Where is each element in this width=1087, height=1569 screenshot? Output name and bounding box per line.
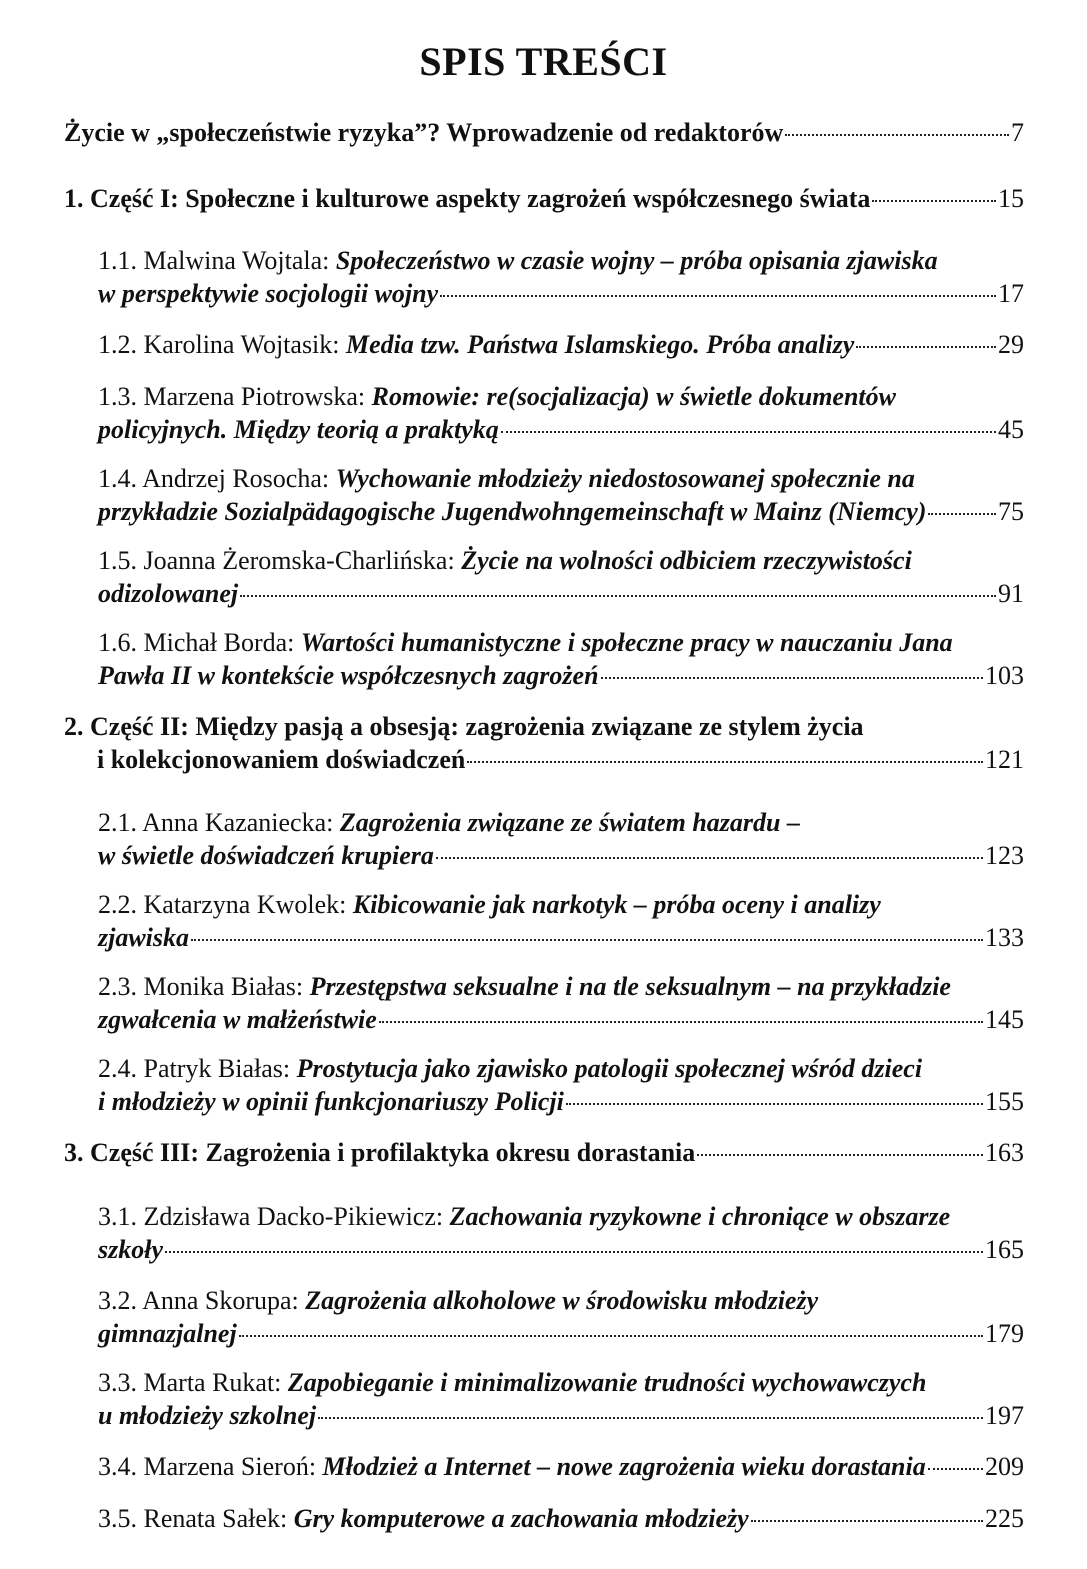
- entry-number: 1.: [64, 184, 90, 213]
- toc-entry-intro: [64, 116, 1024, 149]
- entry-author: Anna Kazaniecka:: [142, 808, 340, 837]
- dot-leader: [440, 295, 996, 297]
- entry-title: Zapobieganie i minimalizowanie trudności wychowawczych: [287, 1368, 927, 1397]
- page-number: 179: [985, 1319, 1024, 1348]
- entry-title: Życie w „społeczeństwie ryzyka”? Wprowadzenie od redaktorów: [64, 118, 784, 147]
- dot-leader: [856, 346, 996, 348]
- entry-number: 1.6.: [98, 628, 144, 657]
- dot-leader: [697, 1154, 983, 1156]
- page-number: 17: [998, 279, 1024, 308]
- dot-leader: [240, 595, 996, 597]
- page-number: 163: [985, 1138, 1024, 1167]
- dot-leader: [601, 677, 983, 679]
- entry-title: Media tzw. Państwa Islamskiego. Próba analizy: [346, 330, 855, 359]
- entry-author: Michał Borda:: [143, 628, 301, 657]
- toc-entry-2-4: [98, 1052, 1024, 1118]
- toc-entry-2-3: [98, 970, 1024, 1036]
- toc-entry-2-2: [98, 888, 1024, 954]
- entry-title-cont: gimnazjalnej: [98, 1319, 237, 1348]
- entry-title-cont: szkoły: [98, 1235, 163, 1264]
- entry-title: Część III: Zagrożenia i profilaktyka okresu dorastania: [90, 1138, 696, 1167]
- entry-title: Przestępstwa seksualne i na tle seksualnym – na przykładzie: [309, 972, 951, 1001]
- entry-author: Anna Skorupa:: [142, 1286, 306, 1315]
- entry-title: Zagrożenia alkoholowe w środowisku młodzieży: [305, 1286, 819, 1315]
- entry-title: Zagrożenia związane ze światem hazardu –: [339, 808, 800, 837]
- entry-number: 2.1.: [98, 808, 143, 837]
- toc-entry-1-3: [98, 380, 1024, 446]
- page-number: 29: [998, 330, 1024, 359]
- entry-number: 3.: [64, 1138, 90, 1167]
- toc-entry-part-1: [64, 182, 1024, 215]
- entry-title-cont: przykładzie Sozialpädagogische Jugendwohngemeinschaft w Mainz (Niemcy): [98, 497, 927, 526]
- page-number: 15: [998, 184, 1024, 213]
- page-number: 209: [985, 1452, 1024, 1481]
- dot-leader: [785, 134, 1009, 136]
- entry-author: Marta Rukat:: [143, 1368, 288, 1397]
- entry-author: Andrzej Rosocha:: [142, 464, 336, 493]
- toc-entry-3-3: [98, 1366, 1024, 1432]
- toc-entry-part-3: [64, 1136, 1024, 1169]
- dot-leader: [751, 1520, 983, 1522]
- entry-number: 2.2.: [98, 890, 144, 919]
- dot-leader: [318, 1417, 983, 1419]
- entry-title: Część I: Społeczne i kulturowe aspekty zagrożeń współczesnego świata: [90, 184, 871, 213]
- page-number: 7: [1011, 118, 1024, 147]
- entry-number: 2.4.: [98, 1054, 144, 1083]
- entry-title: Zachowania ryzykowne i chroniące w obszarze: [449, 1202, 951, 1231]
- entry-title-cont: Pawła II w kontekście współczesnych zagrożeń: [98, 661, 599, 690]
- page-number: 121: [985, 745, 1024, 774]
- dot-leader: [928, 513, 996, 515]
- entry-title-cont: w świetle doświadczeń krupiera: [98, 841, 434, 870]
- entry-title: Prostytucja jako zjawisko patologii społecznej wśród dzieci: [296, 1054, 923, 1083]
- dot-leader: [379, 1021, 983, 1023]
- dot-leader: [872, 200, 996, 202]
- entry-title-cont: w perspektywie socjologii wojny: [98, 279, 439, 308]
- entry-author: Joanna Żeromska-Charlińska:: [143, 546, 462, 575]
- page-number: 225: [985, 1504, 1024, 1533]
- entry-number: 3.1.: [98, 1202, 144, 1231]
- entry-title: Kibicowanie jak narkotyk – próba oceny i analizy: [352, 890, 881, 919]
- entry-number: 3.5.: [98, 1504, 144, 1533]
- page-number: 133: [985, 923, 1024, 952]
- entry-author: Karolina Wojtasik:: [143, 330, 347, 359]
- entry-title: Gry komputerowe a zachowania młodzieży: [293, 1504, 749, 1533]
- page-title: SPIS TREŚCI: [419, 39, 668, 84]
- toc-entry-1-1: [98, 244, 1024, 310]
- toc-entry-1-6: [98, 626, 1024, 692]
- dot-leader: [191, 939, 983, 941]
- dot-leader: [436, 857, 983, 859]
- entry-number: 3.4.: [98, 1452, 144, 1481]
- page-number: 103: [985, 661, 1024, 690]
- dot-leader: [566, 1103, 983, 1105]
- entry-number: 1.2.: [98, 330, 144, 359]
- toc-entry-3-1: [98, 1200, 1024, 1266]
- entry-title: Wychowanie młodzieży niedostosowanej społecznie na: [335, 464, 915, 493]
- toc-entry-3-2: [98, 1284, 1024, 1350]
- entry-title: Społeczeństwo w czasie wojny – próba opisania zjawiska: [335, 246, 938, 275]
- page-number: 155: [985, 1087, 1024, 1116]
- toc-entry-1-5: [98, 544, 1024, 610]
- toc-entry-part-2: [64, 710, 1024, 776]
- entry-title: Młodzież a Internet – nowe zagrożenia wieku dorastania: [322, 1452, 926, 1481]
- entry-title-cont: u młodzieży szkolnej: [98, 1401, 317, 1430]
- page-number: 75: [998, 497, 1024, 526]
- entry-author: Monika Białas:: [143, 972, 310, 1001]
- page-number: 197: [985, 1401, 1024, 1430]
- toc-entry-3-5: [98, 1502, 1024, 1535]
- entry-author: Katarzyna Kwolek:: [143, 890, 353, 919]
- toc-entry-2-1: [98, 806, 1024, 872]
- dot-leader: [239, 1335, 983, 1337]
- entry-title: Część II: Między pasją a obsesją: zagrożenia związane ze stylem życia: [90, 712, 864, 741]
- dot-leader: [165, 1251, 983, 1253]
- entry-title-cont: odizolowanej: [98, 579, 239, 608]
- page-number: 145: [985, 1005, 1024, 1034]
- dot-leader: [501, 431, 996, 433]
- entry-title-cont: i kolekcjonowaniem doświadczeń: [97, 745, 466, 774]
- page-number: 165: [985, 1235, 1024, 1264]
- entry-author: Renata Sałek:: [143, 1504, 294, 1533]
- entry-number: 2.3.: [98, 972, 144, 1001]
- entry-number: 1.5.: [98, 546, 144, 575]
- entry-title-cont: policyjnych. Między teorią a praktyką: [98, 415, 499, 444]
- entry-title: Życie na wolności odbiciem rzeczywistości: [461, 546, 912, 575]
- page-number: 91: [998, 579, 1024, 608]
- entry-title: Wartości humanistyczne i społeczne pracy w nauczaniu Jana: [300, 628, 953, 657]
- entry-title: Romowie: re(socjalizacja) w świetle dokumentów: [371, 382, 896, 411]
- toc-entry-3-4: [98, 1450, 1024, 1483]
- entry-number: 3.3.: [98, 1368, 144, 1397]
- page-number: 45: [998, 415, 1024, 444]
- dot-leader: [928, 1468, 983, 1470]
- entry-title-cont: zgwałcenia w małżeństwie: [98, 1005, 377, 1034]
- toc-entry-1-4: [98, 462, 1024, 528]
- entry-number: 3.2.: [98, 1286, 143, 1315]
- dot-leader: [467, 761, 983, 763]
- entry-number: 1.4.: [98, 464, 143, 493]
- page-number: 123: [985, 841, 1024, 870]
- toc-entry-1-2: [98, 328, 1024, 361]
- entry-author: Patryk Białas:: [143, 1054, 297, 1083]
- entry-author: Marzena Piotrowska:: [143, 382, 372, 411]
- entry-title-cont: zjawiska: [98, 923, 190, 952]
- entry-author: Zdzisława Dacko-Pikiewicz:: [143, 1202, 450, 1231]
- entry-number: 1.1.: [98, 246, 144, 275]
- entry-title-cont: i młodzieży w opinii funkcjonariuszy Policji: [98, 1087, 564, 1116]
- entry-author: Malwina Wojtala:: [143, 246, 336, 275]
- entry-author: Marzena Sieroń:: [143, 1452, 323, 1481]
- entry-number: 1.3.: [98, 382, 144, 411]
- entry-number: 2.: [64, 712, 90, 741]
